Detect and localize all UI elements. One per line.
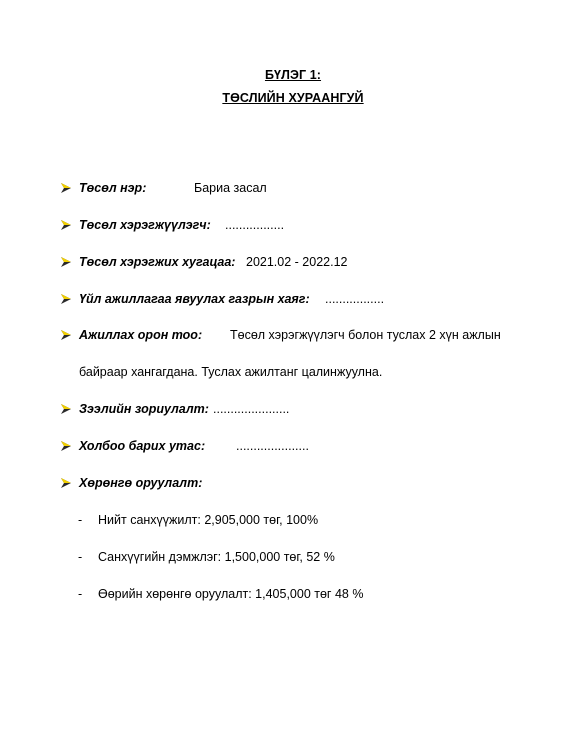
item-value: ..................... bbox=[236, 439, 309, 453]
item-value: ...................... bbox=[213, 402, 290, 416]
item-label: Зээлийн зориулалт: bbox=[79, 402, 209, 416]
section-subtitle: ТӨСЛИЙН ХУРААНГУЙ bbox=[222, 91, 364, 105]
item-value: 2021.02 - 2022.12 bbox=[246, 255, 348, 269]
item-label: Төсөл нэр: bbox=[79, 181, 147, 195]
arrowhead-bullet-icon bbox=[60, 440, 72, 452]
arrowhead-bullet-icon bbox=[60, 219, 72, 231]
arrowhead-bullet-icon bbox=[60, 329, 72, 341]
item-label: Ажиллах орон тоо: bbox=[79, 328, 203, 342]
item-value: Төсөл хэрэгжүүлэгч болон туслах 2 хүн ажлын bbox=[230, 328, 501, 342]
item-value: Бариа засал bbox=[194, 181, 267, 195]
investment-text: Өөрийн хөрөнгө оруулалт: 1,405,000 төг 48 % bbox=[98, 587, 364, 601]
dash-marker: - bbox=[78, 587, 83, 601]
item-label: Хөрөнгө оруулалт: bbox=[79, 476, 203, 490]
arrowhead-bullet-icon bbox=[60, 293, 72, 305]
item-label: Үйл ажиллагаа явуулах газрын хаяг: bbox=[79, 292, 310, 306]
item-label: Төсөл хэрэгжүүлэгч: bbox=[79, 218, 211, 232]
investment-text: Нийт санхүүжилт: 2,905,000 төг, 100% bbox=[98, 513, 319, 527]
item-label: Холбоо барих утас: bbox=[79, 439, 206, 453]
section-title: БҮЛЭГ 1: bbox=[264, 68, 322, 82]
dash-marker: - bbox=[78, 513, 83, 527]
arrowhead-bullet-icon bbox=[60, 182, 72, 194]
item-value: ................. bbox=[325, 292, 385, 306]
item-label: Төсөл хэрэгжих хугацаа: bbox=[79, 255, 236, 269]
investment-text: Санхүүгийн дэмжлэг: 1,500,000 төг, 52 % bbox=[98, 550, 335, 564]
dash-marker: - bbox=[78, 550, 83, 564]
arrowhead-bullet-icon bbox=[60, 403, 72, 415]
arrowhead-bullet-icon bbox=[60, 256, 72, 268]
item-value-continuation: байраар хангагдана. Туслах ажилтанг цалинжуулна. bbox=[79, 365, 383, 379]
item-value: ................. bbox=[225, 218, 285, 232]
arrowhead-bullet-icon bbox=[60, 477, 72, 489]
